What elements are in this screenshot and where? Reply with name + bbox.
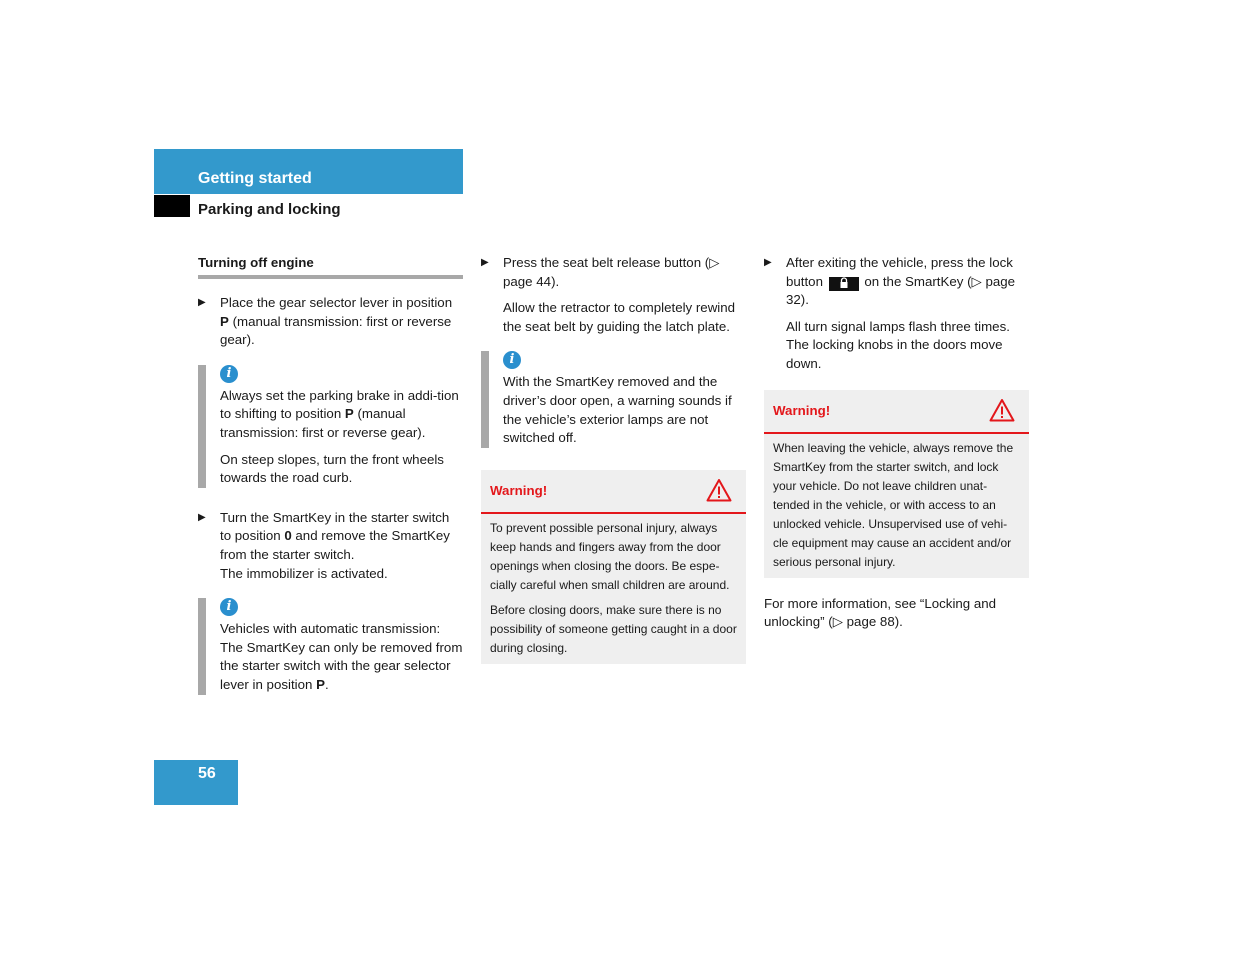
warning-label: Warning!: [773, 402, 831, 418]
warning-header: [764, 390, 1029, 434]
column-2: [481, 254, 746, 664]
step-turn-smartkey: ▶ Turn the SmartKey in the starter switch to position 0 and remove the SmartKey from the starter switch. The immobilizer is activated.: [198, 509, 450, 581]
step-arrow-icon: ▶: [481, 257, 489, 268]
step-arrow-icon: ▶: [198, 297, 206, 308]
warning-header: [481, 470, 746, 514]
info-paragraph: With the SmartKey removed and the driver’s door open, a warning sounds if the vehicle’s exterior lamps are not switched off.: [503, 374, 732, 446]
paragraph-retractor: Allow the retractor to completely rewind the seat belt by guiding the latch plate.: [503, 300, 736, 334]
warning-triangle-icon: [706, 478, 732, 502]
info-paragraph: Always set the parking brake in addi-tion to shifting to position P (manual transmission: first or reverse gear).: [220, 387, 459, 440]
info-note-smartkey-removed: [481, 351, 746, 447]
column-1: [198, 254, 463, 695]
paragraph-turn-signals: All turn signal lamps flash three times. The locking knobs in the doors move down.: [786, 318, 1010, 371]
warning-triangle-icon: [989, 398, 1015, 422]
info-note-parking-brake: [198, 365, 463, 488]
warning-body: When leaving the vehicle, always remove the SmartKey from the starter switch, and lock your vehicle. Do not leave children unat-tended in the vehicle, or with access to an unlocked vehicle. Unsupervised use of vehi-cle equipment may cause an accident and/or serious personal injury.: [773, 440, 1014, 569]
step-press-lock: ▶ After exiting the vehicle, press the lock button on the SmartKey (▷ page 32).: [764, 255, 1016, 308]
info-note-automatic: [198, 598, 463, 694]
section-title: Getting started: [198, 170, 312, 187]
step-seat-belt: ▶ Press the seat belt release button (▷ page 44).: [481, 255, 720, 289]
info-icon: i: [503, 351, 521, 369]
heading-turning-off-engine: Turning off engine: [198, 254, 463, 279]
info-icon: i: [220, 598, 238, 616]
column-3: [764, 254, 1029, 632]
section-subtitle: Parking and locking: [198, 201, 341, 218]
warning-box-doors: [481, 470, 746, 664]
warning-body: To prevent possible personal injury, always keep hands and fingers away from the door openings when closing the doors. Be espe-cially careful when small children are around. Before closing doors, make sure there is no possibility of someone getting caught in a door during closing.: [490, 520, 737, 655]
header-tab-marker: [154, 195, 190, 217]
page-number: 56: [198, 765, 216, 782]
step-arrow-icon: ▶: [198, 511, 206, 523]
warning-label: Warning!: [490, 482, 548, 498]
lock-icon: [829, 277, 859, 291]
warning-box-leaving: [764, 390, 1029, 578]
step-arrow-icon: ▶: [764, 257, 772, 268]
paragraph-more-info: For more information, see “Locking and unlocking” (▷ page 88).: [764, 595, 997, 630]
step-gear-selector: ▶ Place the gear selector lever in position P (manual transmission: first or reverse gear).: [198, 295, 453, 348]
info-icon: i: [220, 365, 238, 383]
info-paragraph: On steep slopes, turn the front wheels towards the road curb.: [220, 451, 444, 486]
info-paragraph: Vehicles with automatic transmission: The SmartKey can only be removed from the starter switch with the gear selector lever in position P.: [220, 621, 463, 692]
page-number-box: [154, 760, 238, 805]
